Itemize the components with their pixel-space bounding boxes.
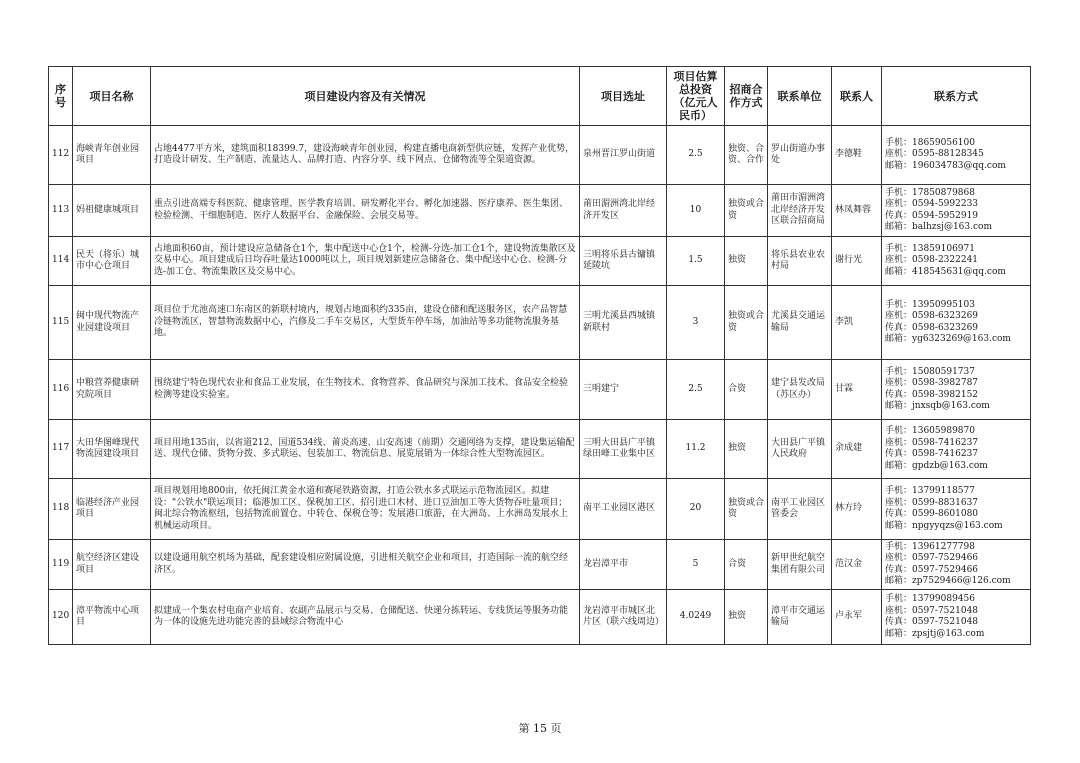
cell-contact: [882, 360, 1031, 420]
contact-line: 邮箱：jnxsqb@163.com: [885, 401, 990, 411]
cell-site: 三明建宁: [580, 360, 667, 420]
cell-investment: 3: [667, 286, 725, 360]
cell-contact: [882, 126, 1031, 185]
contact-line: 座机：0598-2322241: [885, 255, 979, 266]
contact-line: 传真：0599-8601080: [885, 509, 979, 519]
cell-investment: 10: [667, 185, 725, 237]
cell-investment: 5: [667, 540, 725, 590]
cell-mode: 独资: [725, 420, 768, 479]
contact-line: 邮箱：zp7529466@126.com: [885, 576, 1011, 586]
contact-line: 座机：0597-7521048: [885, 605, 979, 616]
contact-line: 邮箱：balhzsj@163.com: [885, 222, 992, 232]
cell-no: 112: [49, 126, 73, 185]
cell-person: 卢永军: [832, 590, 882, 645]
cell-name: 海峡青年创业园项目: [73, 126, 151, 185]
cell-contact: [882, 237, 1031, 286]
project-table: [48, 66, 1031, 645]
cell-unit: 莆田市湄洲湾北岸经济开发区联合招商局: [768, 185, 832, 237]
cell-no: 114: [49, 237, 73, 286]
cell-unit: 南平工业园区管委会: [768, 479, 832, 540]
cell-site: 南平工业园区港区: [580, 479, 667, 540]
cell-contact: [882, 540, 1031, 590]
table-row: [49, 286, 1031, 360]
contact-line: 传真：0597-7521048: [885, 617, 979, 627]
table-row: [49, 126, 1031, 185]
cell-investment: 2.5: [667, 126, 725, 185]
header-mode: 招商合作方式: [725, 67, 768, 126]
cell-site: 三明大田县广平镇绿田峰工业集中区: [580, 420, 667, 479]
cell-unit: 新甲世纪航空集团有限公司: [768, 540, 832, 590]
contact-line: 手机：13859106971: [885, 243, 975, 254]
header-name: 项目名称: [73, 67, 151, 126]
cell-unit: 将乐县农业农村局: [768, 237, 832, 286]
cell-site: 三明将乐县古镛镇延陵坑: [580, 237, 667, 286]
cell-content: 项目规划用地800亩，依托闽江黄金水道和赛尾铁路资源，打造公铁水多式联运示范物流园区。拟建设："公铁水"联运项目；临港加工区、保税加工区、招引进口木材、进口豆油加工等大货物吞吐量项目；闽北综合物流枢纽，包括物流前置仓、中转仓、保税仓等；发展港口旅游，在大洲岛、上水洲岛发展水上机械运动项目。: [151, 479, 580, 540]
contact-line: 手机：15080591737: [885, 366, 975, 377]
contact-line: 传真：0594-5952919: [885, 210, 979, 221]
cell-person: 甘霖: [832, 360, 882, 420]
contact-line: 邮箱：npgyyqzs@163.com: [885, 520, 1003, 531]
cell-content: 占地4477平方米，建筑面积18399.7，建设海峡青年创业园，构建直播电商新型供应链，发挥产业优势，打造设计研发、生产制造、流量达人、品牌打造、内容分享、线下网点、仓储物流等全渠道资源。: [151, 126, 580, 185]
cell-contact: [882, 590, 1031, 645]
table-row: [49, 237, 1031, 286]
contact-line: 传真：0598-7416237: [885, 449, 979, 459]
table-row: [49, 360, 1031, 420]
cell-name: 妈祖健康城项目: [73, 185, 151, 237]
contact-line: 手机：13950995103: [885, 299, 975, 310]
contact-line: 邮箱：196034783@qq.com: [885, 160, 1006, 171]
contact-line: 传真：0598-3982152: [885, 389, 979, 400]
cell-investment: 2.5: [667, 360, 725, 420]
cell-name: 闽中现代物流产业园建设项目: [73, 286, 151, 360]
cell-content: 项目位于尤池高速口东南区的新联村境内，规划占地面积约335亩，建设仓储和配送服务区，农产品智慧冷链物流区，智慧物流数据中心，汽修及二手车交易区，大型货车停车场，加油站等多功能物流服务基地。: [151, 286, 580, 360]
cell-contact: [882, 286, 1031, 360]
contact-line: 座机：0598-3982787: [885, 378, 979, 388]
table-row: [49, 185, 1031, 237]
contact-line: 邮箱：yg6323269@163.com: [885, 334, 1011, 344]
contact-line: 手机：13961277798: [885, 541, 975, 552]
contact-line: 座机：0595-88128345: [885, 149, 984, 160]
cell-site: 三明尤溪县西城镇新联村: [580, 286, 667, 360]
cell-name: 航空经济区建设项目: [73, 540, 151, 590]
cell-mode: 独资或合资: [725, 479, 768, 540]
contact-line: 座机：0598-7416237: [885, 437, 979, 448]
cell-person: 李德鞋: [832, 126, 882, 185]
cell-content: 围绕建宁特色现代农业和食品工业发展，在生物技术、食物营养、食品研究与深加工技术、食品安全检验检测等建设实验室。: [151, 360, 580, 420]
table-header-row: [49, 67, 1031, 126]
cell-contact: [882, 420, 1031, 479]
cell-no: 115: [49, 286, 73, 360]
cell-unit: 大田县广平镇人民政府: [768, 420, 832, 479]
header-person: 联系人: [832, 67, 882, 126]
cell-no: 113: [49, 185, 73, 237]
cell-person: 余成建: [832, 420, 882, 479]
cell-site: 泉州晋江罗山街道: [580, 126, 667, 185]
table-row: [49, 590, 1031, 645]
contact-line: 邮箱：gpdzb@163.com: [885, 460, 988, 471]
cell-unit: 罗山街道办事处: [768, 126, 832, 185]
cell-content: 以建设通用航空机场为基础，配套建设相应附属设施，引进相关航空企业和项目，打造国际一流的航空经济区。: [151, 540, 580, 590]
cell-mode: 合资: [725, 360, 768, 420]
cell-name: 临港经济产业园项目: [73, 479, 151, 540]
cell-content: 拟建成一个集农村电商产业培育、农副产品展示与交易、仓储配送、快递分拣转运、专线货运等服务功能为一体的设施先进功能完善的县域综合物流中心: [151, 590, 580, 645]
header-unit: 联系单位: [768, 67, 832, 126]
cell-mode: 合资: [725, 540, 768, 590]
contact-line: 手机：18659056100: [885, 137, 975, 148]
header-site: 项目选址: [580, 67, 667, 126]
cell-person: 谢行光: [832, 237, 882, 286]
cell-unit: 尤溪县交通运输局: [768, 286, 832, 360]
contact-line: 手机：13799118577: [885, 486, 975, 496]
cell-mode: 独资或合资: [725, 286, 768, 360]
cell-no: 118: [49, 479, 73, 540]
header-content: 项目建设内容及有关情况: [151, 67, 580, 126]
contact-line: 手机：13799089456: [885, 594, 975, 604]
cell-no: 120: [49, 590, 73, 645]
cell-content: 重点引进高端专科医院、健康管理、医学教育培训、研发孵化平台、孵化加速器、医疗康养、医生集团、检验检测、干细胞制造、医疗人数据平台、金融保险、会展交易等。: [151, 185, 580, 237]
cell-person: 林凤舞蓉: [832, 185, 882, 237]
cell-no: 117: [49, 420, 73, 479]
cell-mode: 独资: [725, 237, 768, 286]
cell-name: 漳平物流中心项目: [73, 590, 151, 645]
cell-investment: 4.0249: [667, 590, 725, 645]
cell-content: 占地面积60亩，预计建设应急储备仓1个，集中配送中心仓1个，检测-分选-加工仓1个，建设物流集散区及交易中心。项目建成后日均吞吐量达1000吨以上，项目规划新建应急储备仓、集中配送中心仓、检测-分选-加工仓、物流集散区及交易中心。: [151, 237, 580, 286]
page-number: 第 15 页: [518, 722, 562, 735]
cell-person: 林方玲: [832, 479, 882, 540]
header-investment: 项目估算总投资（亿元人民币）: [667, 67, 725, 126]
contact-line: 邮箱：418545631@qq.com: [885, 266, 1006, 277]
cell-investment: 1.5: [667, 237, 725, 286]
contact-line: 传真：0598-6323269: [885, 322, 979, 333]
table-row: [49, 420, 1031, 479]
cell-site: 莆田湄洲湾北岸经济开发区: [580, 185, 667, 237]
cell-investment: 11.2: [667, 420, 725, 479]
contact-line: 座机：0594-5992233: [885, 199, 979, 209]
cell-contact: [882, 185, 1031, 237]
cell-no: 119: [49, 540, 73, 590]
contact-line: 邮箱：zpsjtj@163.com: [885, 628, 985, 639]
contact-line: 手机：17850879868: [885, 187, 975, 198]
cell-name: 大田华图峰现代物流园建设项目: [73, 420, 151, 479]
contact-line: 座机：0598-6323269: [885, 311, 979, 321]
cell-site: 龙岩漳平市城区北片区（联六线周边）: [580, 590, 667, 645]
cell-investment: 20: [667, 479, 725, 540]
cell-person: 范汉金: [832, 540, 882, 590]
table-row: [49, 540, 1031, 590]
cell-no: 116: [49, 360, 73, 420]
cell-site: 龙岩漳平市: [580, 540, 667, 590]
contact-line: 传真：0597-7529466: [885, 564, 979, 575]
cell-unit: 建宁县发改局（苏区办）: [768, 360, 832, 420]
cell-unit: 漳平市交通运输局: [768, 590, 832, 645]
header-contact: 联系方式: [882, 67, 1031, 126]
cell-content: 项目用地135亩，以省道212、国道534线、莆炎高速、山安高速（前期）交通网络为支撑，建设集运输配送、现代仓储、货物分拨、多式联运、包装加工、物流信息、展览展销为一体综合性大型物流园区。: [151, 420, 580, 479]
table-row: [49, 479, 1031, 540]
cell-person: 李凯: [832, 286, 882, 360]
cell-mode: 独资: [725, 590, 768, 645]
contact-line: 座机：0599-8831637: [885, 497, 979, 508]
cell-name: 民天（将乐）城市中心仓项目: [73, 237, 151, 286]
cell-mode: 独资或合资: [725, 185, 768, 237]
contact-line: 手机：13605989870: [885, 426, 975, 436]
contact-line: 座机：0597-7529466: [885, 553, 979, 563]
header-no: 序号: [49, 67, 73, 126]
cell-contact: [882, 479, 1031, 540]
cell-name: 中粮营养健康研究院项目: [73, 360, 151, 420]
cell-mode: 独资、合资、合作: [725, 126, 768, 185]
